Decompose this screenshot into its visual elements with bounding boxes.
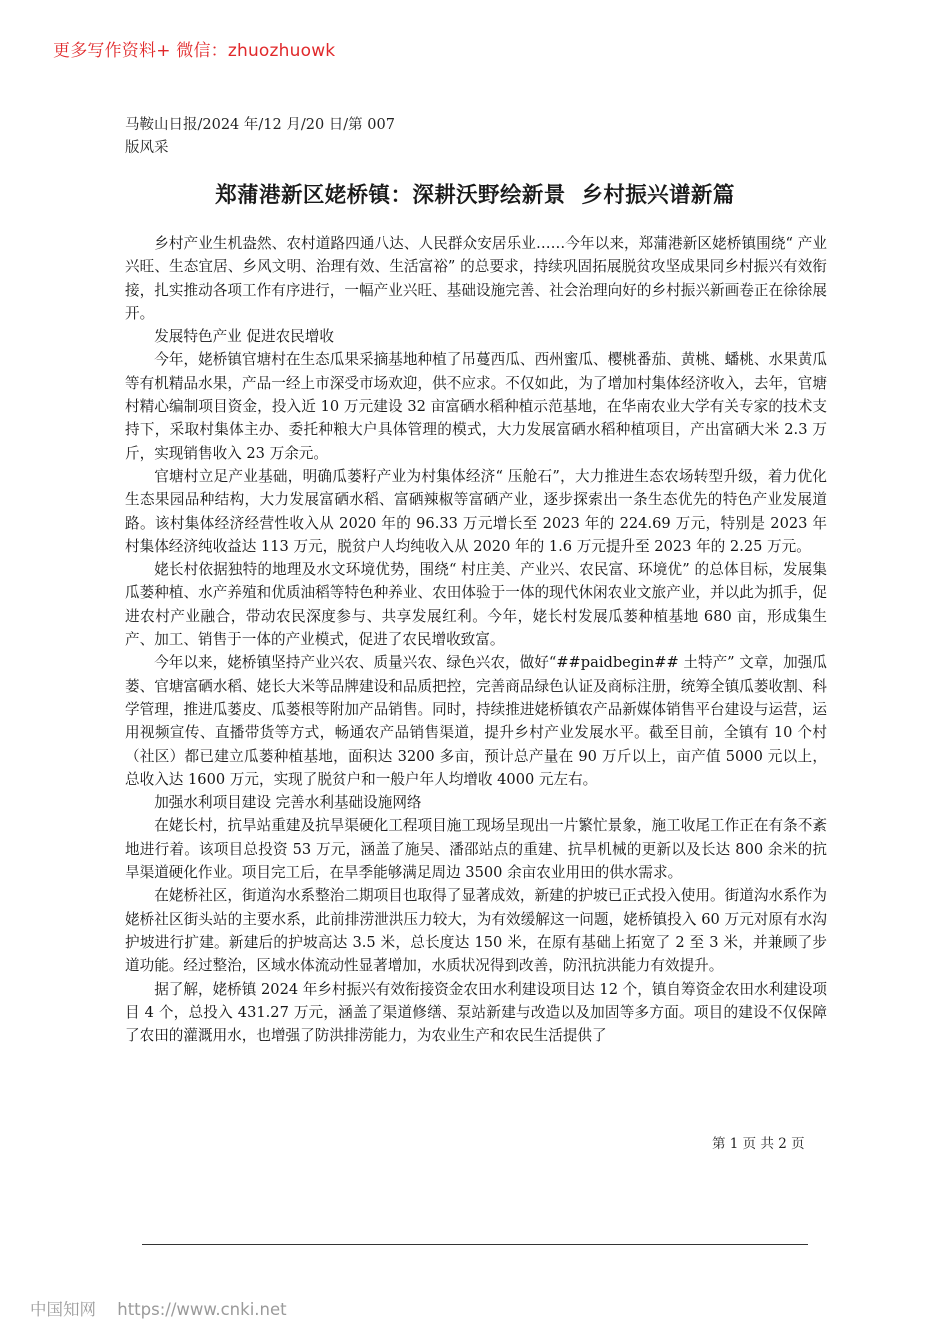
paragraph: 据了解，姥桥镇 2024 年乡村振兴有效衔接资金农田水利建设项目达 12 个，镇自筹资金农田水利建设项目 4 个，总投入 431.27 万元，涵盖了渠道修缮、泵站新建与改造以及加固等多方面。项目的建设不仅保障了农田的灌溉用水，也增强了防洪排涝能力，为农业生产和农民生活提供了 <box>125 980 827 1045</box>
page-number: 第 1 页 共 2 页 <box>712 1136 805 1152</box>
article-body <box>125 232 827 1047</box>
footer-watermark <box>30 1296 287 1320</box>
section-heading: 加强水利项目建设 完善水利基础设施网络 <box>154 794 422 812</box>
section-line: 版风采 <box>125 140 169 156</box>
paragraph: 乡村产业生机盎然、农村道路四通八达、人民群众安居乐业……今年以来，郑蒲港新区姥桥镇围绕“ 产业兴旺、生态宜居、乡风文明、治理有效、生活富裕” 的总要求，持续巩固拓展脱贫攻坚成果同乡村振兴有效衔接，扎实推动各项工作有序进行，一幅产业兴旺、基础设施完善、社会治理向好的乡村振兴新画卷正在徐徐展开。 <box>125 235 827 322</box>
paragraph: 今年以来，姥桥镇坚持产业兴农、质量兴农、绿色兴农，做好“##paidbegin## 土特产” 文章，加强瓜蒌、官塘富硒水稻、姥长大米等品牌建设和品质把控，完善商品绿色认证及商标注册，统筹全镇瓜蒌收割、科学管理，推进瓜蒌皮、瓜蒌根等附加产品销售。同时，持续推进姥桥镇农产品新媒体销售平台建设与运营，运用视频宣传、直播带货等方式，畅通农产品销售渠道，提升乡村产业发展水平。截至目前，全镇有 10 个村（社区）都已建立瓜蒌种植基地，面积达 3200 多亩，预计总产量在 90 万斤以上，亩产值 5000 元以上，总收入达 1600 万元，实现了脱贫户和一般户年人均增收 4000 元左右。 <box>125 654 827 788</box>
footer-site-name: 中国知网 <box>30 1300 96 1319</box>
promo-banner[interactable]: 更多写作资料+ 微信：zhuozhuowk <box>53 41 336 61</box>
source-line: 马鞍山日报/2024 年/12 月/20 日/第 007 <box>125 117 395 133</box>
section-heading: 发展特色产业 促进农民增收 <box>154 328 334 346</box>
footer-url[interactable]: https://www.cnki.net <box>117 1300 287 1319</box>
paragraph: 官塘村立足产业基础，明确瓜蒌籽产业为村集体经济“ 压舱石”，大力推进生态农场转型升级，着力优化生态果园品种结构，大力发展富硒水稻、富硒辣椒等富硒产业，逐步探索出一条生态优先的特色产业发展道路。该村集体经济经营性收入从 2020 年的 96.33 万元增长至 2023 年的 224.69 万元，特别是 2023 年村集体经济纯收益达 113 万元，脱贫户人均纯收入从 2020 年的 1.6 万元提升至 2023 年的 2.25 万元。 <box>125 467 827 555</box>
divider <box>142 1244 808 1245</box>
paragraph: 在姥桥社区，街道沟水系整治二期项目也取得了显著成效，新建的护坡已正式投入使用。街道沟水系作为姥桥社区街头站的主要水系，此前排涝泄洪压力较大，为有效缓解这一问题，姥桥镇投入 60 万元对原有水沟护坡进行扩建。新建后的护坡高达 3.5 米，总长度达 150 米，在原有基础上拓宽了 2 至 3 米，并兼顾了步道功能。经过整治，区域水体流动性显著增加，水质状况得到改善，防汛抗洪能力有效提升。 <box>125 887 827 975</box>
paragraph: 今年，姥桥镇官塘村在生态瓜果采摘基地种植了吊蔓西瓜、西州蜜瓜、樱桃番茄、黄桃、蟠桃、水果黄瓜等有机精品水果，产品一经上市深受市场欢迎，供不应求。不仅如此，为了增加村集体经济收入，去年，官塘村精心编制项目资金，投入近 10 万元建设 32 亩富硒水稻种植示范基地，在华南农业大学有关专家的技术支持下，采取村集体主办、委托种粮大户具体管理的模式，大力发展富硒水稻种植项目，产出富硒大米 2.3 万斤，实现销售收入 23 万余元。 <box>125 351 827 462</box>
paragraph: 在姥长村，抗旱站重建及抗旱渠硬化工程项目施工现场呈现出一片繁忙景象，施工收尾工作正在有条不紊地进行着。该项目总投资 53 万元，涵盖了施吴、潘邵站点的重建、抗旱机械的更新以及长达 800 余米的抗旱渠道硬化作业。项目完工后，在旱季能够满足周边 3500 余亩农业用田的供水需求。 <box>125 817 827 882</box>
article-meta <box>125 114 395 160</box>
article-title: 郑蒲港新区姥桥镇：深耕沃野绘新景 乡村振兴谱新篇 <box>215 183 735 208</box>
paragraph: 姥长村依据独特的地理及水文环境优势，围绕“ 村庄美、产业兴、农民富、环境优” 的总体目标，发展集瓜蒌种植、水产养殖和优质油稻等特色种养业、农田体验于一体的现代休闲农业文旅产业，并以此为抓手，促进农村产业融合，带动农民深度参与、共享发展红利。今年，姥长村发展瓜蒌种植基地 680 亩，形成集生产、加工、销售于一体的产业模式，促进了农民增收致富。 <box>125 561 827 649</box>
